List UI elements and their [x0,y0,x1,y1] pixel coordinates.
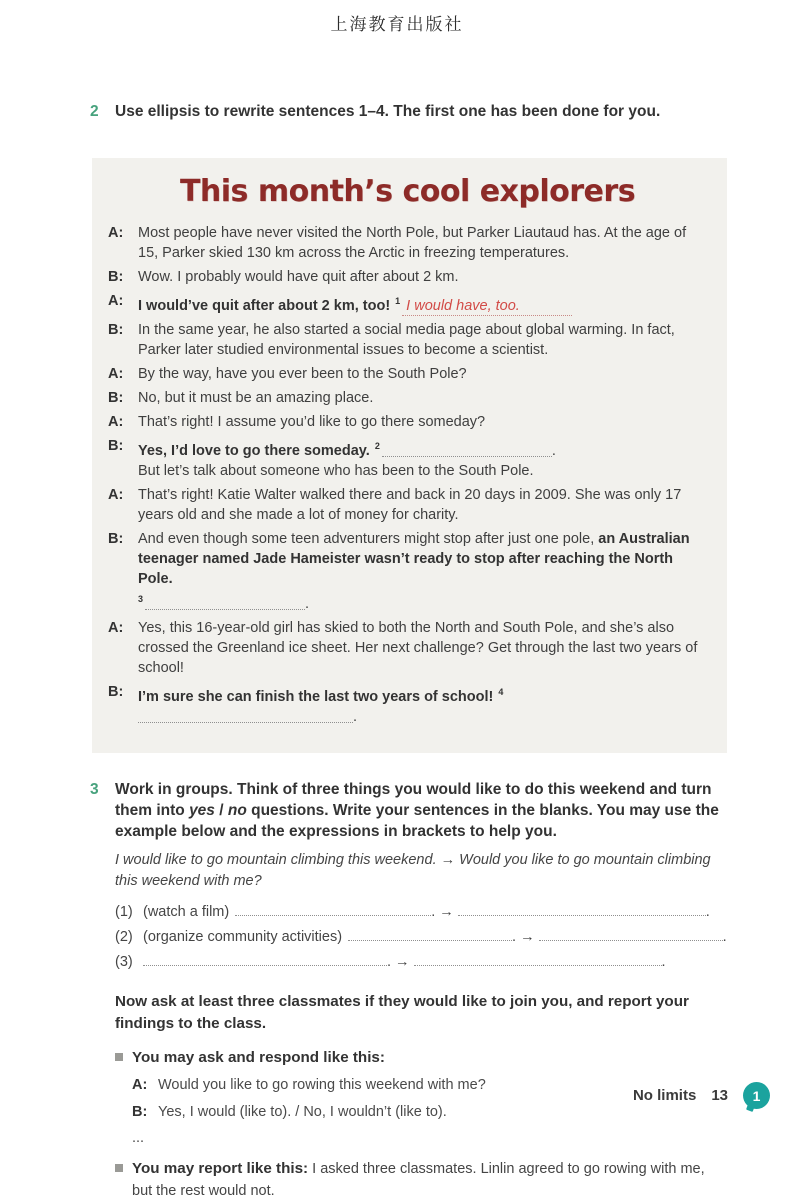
speaker-label: A: [108,225,124,241]
report-section [115,1158,728,1202]
period: . [722,929,727,945]
dialogue-text: No, but it must be an amazing place. [138,390,374,406]
instruction-part: / [214,802,228,819]
bullet-square-icon [115,1053,123,1061]
dialogue-turn [108,682,707,727]
dialogue-text: Most people have never visited the North Pole, but Parker Liautaud has. At the age of 15, Parker skied 130 km across the Arctic in freezing temperatures. [138,225,687,261]
dialogue-turn [108,388,707,408]
dialogue-turn [108,485,707,525]
speaker-label: B: [108,438,124,454]
blank-number: 3 [138,594,144,604]
dialogue-text [138,291,707,316]
dialogue-text [138,682,707,727]
unit-badge: 1 [743,1082,770,1109]
speaker-label: A: [108,487,124,503]
report-heading: You may report like this: [132,1160,309,1177]
period: . [431,904,436,920]
dialogue-text [138,436,707,481]
fill-in-item [115,900,728,925]
page-footer [633,1082,770,1109]
dialogue-bold-text: I’m sure she can finish the last two years of school! [138,689,494,705]
dialogue-turn [108,320,707,360]
exercise-2-heading [90,101,728,122]
dialogue-text: Would you like to go rowing this weekend with me? [158,1077,486,1093]
dialogue-text: Wow. I probably would have quit after about 2 km. [138,269,459,285]
fill-in-item [115,950,728,975]
dialogue-box [92,158,727,753]
arrow-icon: → [395,954,410,970]
ellipsis-text: ... [132,1130,145,1146]
dialogue-turn [108,291,707,316]
dialogue-text: In the same year, he also started a social media page about global warming. In fact, Parker later studied environmental issues to become a scientist. [138,322,675,358]
answer-blank [539,927,723,941]
dialogue-text: Yes, this 16-year-old girl has skied to both the North and South Pole, and she’s also crossed the Greenland ice sheet. Her next challenge? Get through the last two years of school! [138,620,698,676]
answer-line [138,589,707,614]
speaker-label: B: [108,531,124,547]
speaker-label: B: [108,390,124,406]
report-text: I asked three classmates. Linlin agreed to go rowing with me, but the rest would not. [132,1161,705,1199]
speaker-label: A: [132,1077,148,1093]
dialogue-turn [108,364,707,384]
exercise-2 [90,101,728,753]
fill-in-item [115,925,728,950]
exercise-3 [90,779,728,1202]
bullet-square-icon [115,1164,123,1172]
period: . [661,954,666,970]
unit-title: No limits [632,1087,697,1104]
item-prompt: (watch a film) [143,904,230,920]
dialogue-text-continued: But let’s talk about someone who has been to the South Pole. [138,463,534,479]
answer-blank [235,902,431,916]
period: . [705,904,710,920]
instruction-italic: no [227,802,247,819]
period: . [512,929,517,945]
period: . [551,443,556,459]
dialogue-box-title: This month’s cool explorers [179,174,636,209]
speaker-label: B: [108,269,124,285]
dialogue-bold-text: I would’ve quit after about 2 km, too! [138,298,391,314]
speaker-label: A: [108,414,124,430]
exercise-3-number: 3 [90,781,99,798]
period: . [353,709,358,725]
page-number: 13 [711,1087,728,1104]
period: . [305,596,310,612]
answer-blank [145,596,305,610]
dialogue-text [138,529,707,614]
dialogue-turn [108,529,707,614]
dialogue-regular-text: And even though some teen adventurers might stop after just one pole, [138,531,595,547]
answer-blank [143,952,387,966]
ask-respond-section [115,1047,728,1068]
speaker-label: A: [108,620,124,636]
speaker-label: A: [108,293,124,309]
blank-number: 2 [374,441,380,451]
speaker-label: A: [108,366,124,382]
answer-blank-filled: I would have, too. [402,298,572,316]
answer-blank [382,443,552,457]
item-number: (2) [115,929,133,945]
arrow-icon: → [439,904,454,920]
speaker-label: B: [108,684,124,700]
period: . [387,954,392,970]
instruction-part: Work in groups. Think of three things you would like to do this weekend and turn them into [115,781,712,819]
publisher-header: 上海教育出版社 [330,15,464,35]
instruction-italic: yes [189,802,215,819]
exercise-3-heading [90,779,728,842]
answer-blank [414,952,662,966]
answer-blank [348,927,512,941]
exercise-2-instruction: Use ellipsis to rewrite sentences 1–4. The first one has been done for you. [115,103,661,120]
blank-number: 1 [395,296,401,306]
dialogue-turn [108,618,707,678]
speaker-label: B: [108,322,124,338]
item-prompt: (organize community activities) [143,929,343,945]
blank-number: 4 [498,687,504,697]
dialogue-text: That’s right! Katie Walter walked there and back in 20 days in 2009. She was only 17 years old and she made a lot of money for charity. [138,487,682,523]
example-sentence: I would like to go mountain climbing this weekend. → Would you like to go mountain climbing this weekend with me? [115,852,711,889]
dialogue-bold-text: Yes, I’d love to go there someday. [138,443,370,459]
exercise-3-instruction [115,779,728,842]
dialogue-turn [108,223,707,263]
dialogue-bold-text: an Australian teenager named Jade Hameister wasn’t ready to stop after reaching the North Pole. [138,531,690,587]
dialogue-turn [108,436,707,481]
item-number: (1) [115,904,133,920]
dialogue-text: That’s right! I assume you’d like to go there someday? [138,414,486,430]
dialogue-turn [108,267,707,287]
item-number: (3) [115,954,133,970]
dialogue-turn [108,412,707,432]
dialogue-text: Yes, I would (like to). / No, I wouldn’t (like to). [158,1104,447,1120]
dialogue-text: By the way, have you ever been to the South Pole? [138,366,467,382]
ask-respond-heading: You may ask and respond like this: [132,1049,385,1066]
followup-instruction: Now ask at least three classmates if they would like to join you, and report your findings to the class. [115,993,689,1032]
instruction-part: questions. Write your sentences in the blanks. You may use the example below and the expressions in brackets to help you. [115,802,719,840]
answer-blank [458,902,706,916]
arrow-icon: → [520,929,535,945]
speaker-label: B: [132,1104,148,1120]
exercise-2-number: 2 [90,103,99,120]
answer-blank [138,709,353,723]
report-line [132,1158,728,1202]
